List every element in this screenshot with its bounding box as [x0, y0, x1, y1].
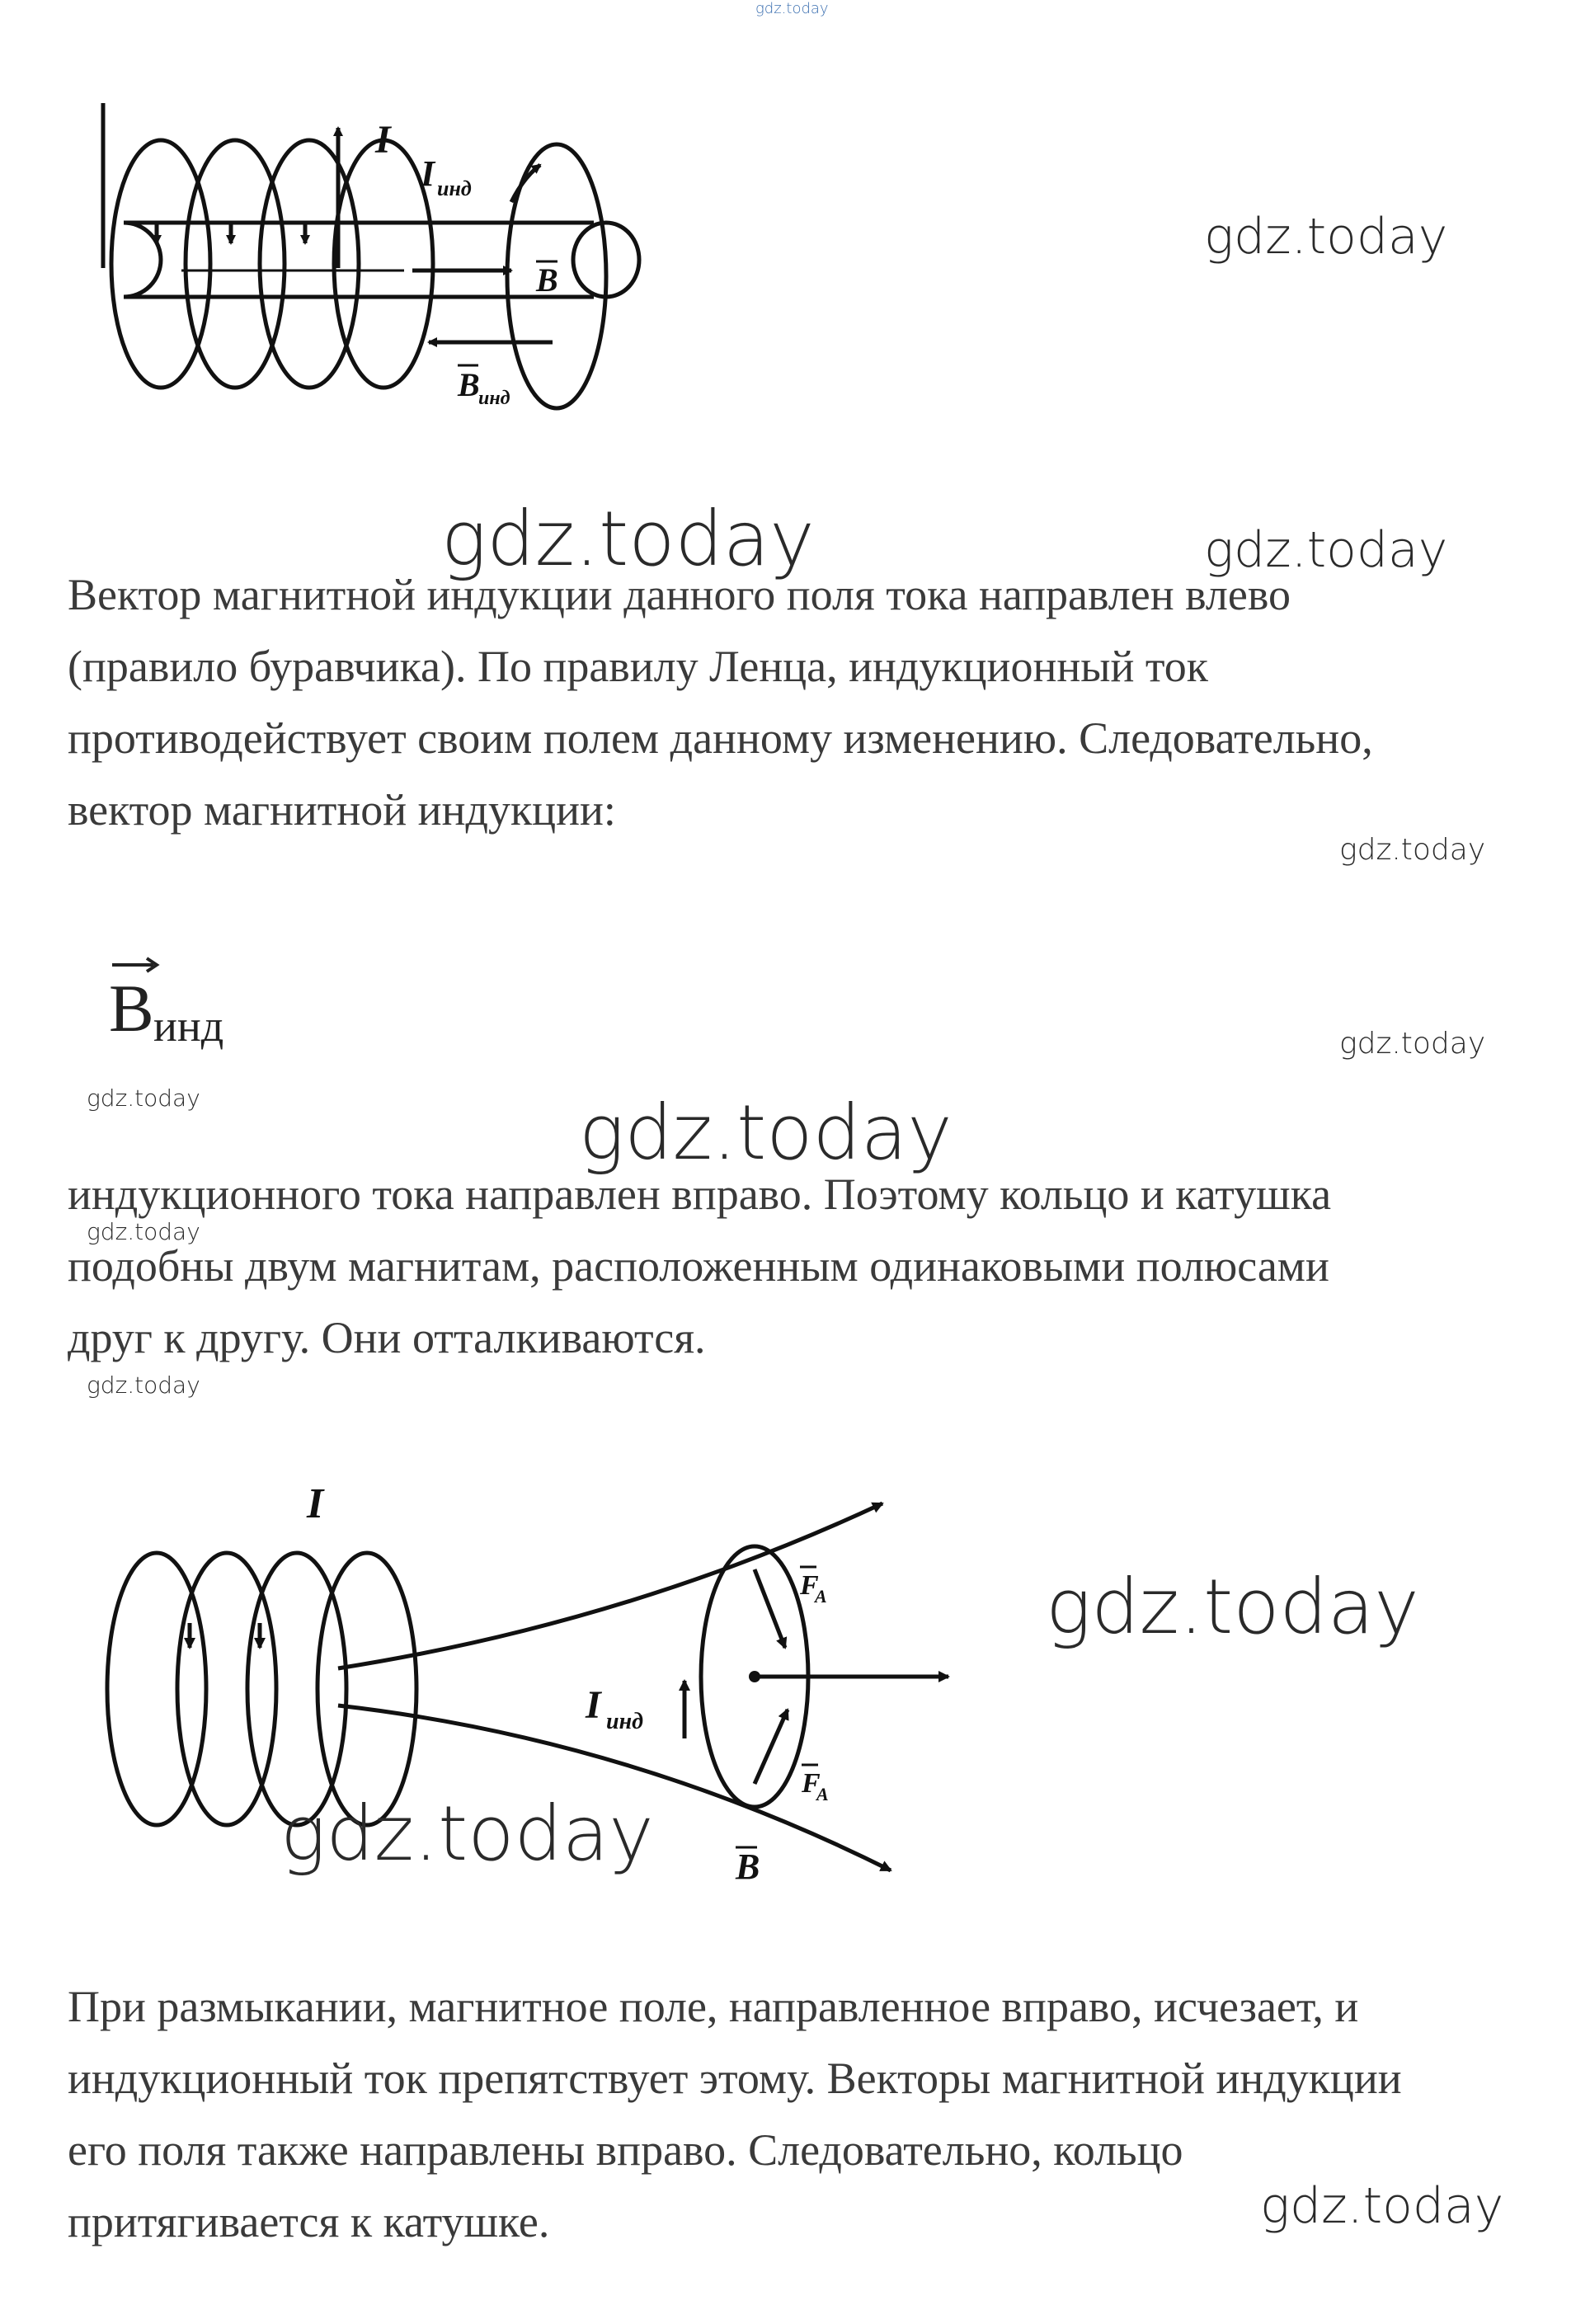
watermark-para1-right: gdz.today: [1204, 521, 1448, 579]
fig1-label-induced-current: I: [421, 153, 435, 194]
fig2-label-current: I: [307, 1480, 324, 1527]
fig1-label-induced-field-sub: инд: [478, 388, 510, 409]
paragraph-1: [68, 559, 1552, 846]
fig2-label-induced-current-sub: инд: [606, 1709, 644, 1734]
fig2-label-force-top-sub: A: [815, 1586, 827, 1607]
fig1-label-current: I: [375, 118, 391, 162]
watermark-para2-small-2: gdz.today: [87, 1371, 200, 1399]
watermark-fig2-right: gdz.today: [1046, 1563, 1419, 1651]
p3-line-3: его поля также направлены вправо. Следовательно, кольцо: [68, 2125, 1183, 2175]
fig2-label-induced-current: I: [586, 1683, 601, 1727]
p2-line-2: подобны двум магнитам, расположенным одинаковыми полюсами: [68, 1241, 1329, 1291]
figure-1-diagram: [66, 78, 660, 441]
formula-letter: B: [109, 971, 154, 1046]
watermark-fig1-right: gdz.today: [1204, 208, 1448, 266]
p1-line-2: (правило буравчика). По правилу Ленца, индукционный ток: [68, 642, 1209, 691]
fig2-label-force-top: F: [800, 1570, 819, 1601]
watermark-b-small-left: gdz.today: [87, 1084, 200, 1112]
fig2-label-field: B: [736, 1846, 760, 1887]
p1-line-4: вектор магнитной индукции:: [68, 785, 616, 835]
p3-line-2: индукционный ток препятствует этому. Векторы магнитной индукции: [68, 2053, 1402, 2103]
p3-line-4: притягивается к катушке.: [68, 2197, 550, 2246]
formula-subscript: инд: [153, 1001, 224, 1051]
fig1-label-induced-field: B: [458, 366, 480, 403]
formula-b-ind-svg: [106, 948, 270, 1056]
watermark-para1-big: gdz.today: [441, 495, 815, 583]
watermark-fig2-bottom: gdz.today: [280, 1790, 654, 1878]
watermark-bottom-right: gdz.today: [1260, 2177, 1504, 2235]
watermark-para1-small-right: gdz.today: [1339, 833, 1486, 867]
p3-line-1: При размыкании, магнитное поле, направленное вправо, исчезает, и: [68, 1982, 1359, 2031]
paragraph-2: [68, 1159, 1552, 1374]
watermark-para2-small-1: gdz.today: [87, 1218, 200, 1245]
p2-line-3: друг к другу. Они отталкиваются.: [68, 1313, 706, 1362]
p1-line-3: противодействует своим полем данному изменению. Следовательно,: [68, 713, 1373, 763]
p1-line-1: Вектор магнитной индукции данного поля тока направлен влево: [68, 570, 1291, 619]
fig1-label-induced-current-sub: инд: [437, 176, 472, 200]
fig2-label-force-bottom-sub: A: [816, 1784, 829, 1804]
figure-coil-ring-1: [66, 78, 660, 441]
fig1-label-field: B: [536, 261, 558, 299]
watermark-top: gdz.today: [755, 0, 829, 17]
watermark-big-mid: gdz.today: [579, 1089, 953, 1177]
p2-line-1: индукционного тока направлен вправо. Поэтому кольцо и катушка: [68, 1169, 1332, 1219]
formula-b-ind: [106, 948, 270, 1056]
watermark-b-right: gdz.today: [1339, 1027, 1486, 1061]
fig2-label-force-bottom: F: [802, 1768, 821, 1799]
